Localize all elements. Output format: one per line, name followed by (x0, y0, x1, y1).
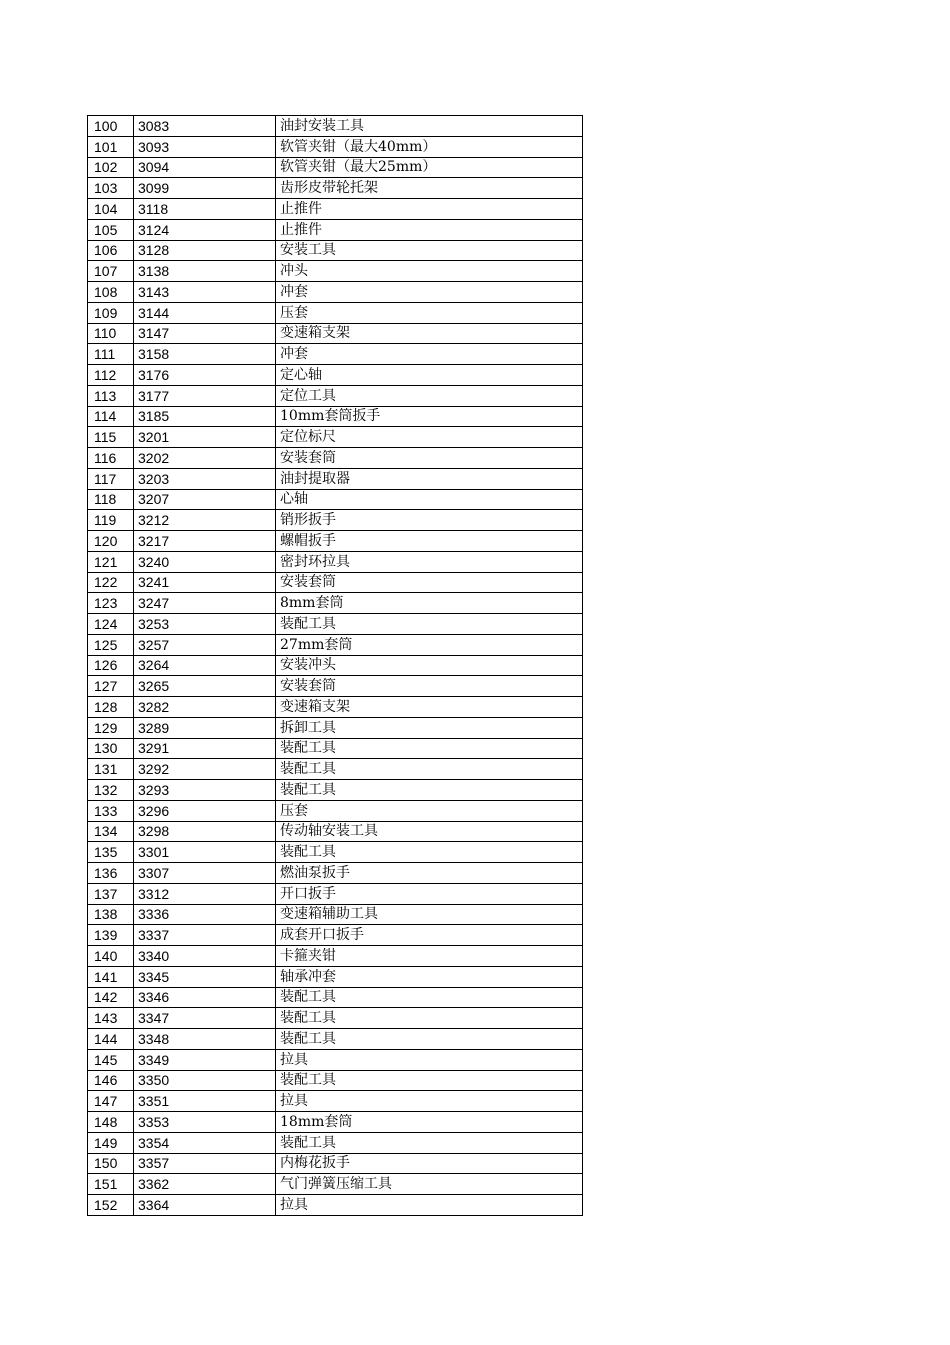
table-row (88, 1070, 583, 1091)
row-index-cell: 103 (88, 178, 134, 199)
tool-name-cell: 冲头 (276, 261, 583, 282)
tool-name-cell: 开口扳手 (276, 883, 583, 904)
table-row (88, 717, 583, 738)
tool-name-cell: 止推件 (276, 219, 583, 240)
tool-list-table (87, 115, 583, 1216)
row-index-cell: 101 (88, 136, 134, 157)
tool-code-cell: 3176 (134, 365, 276, 386)
tool-code-cell: 3292 (134, 759, 276, 780)
row-index-cell: 146 (88, 1070, 134, 1091)
table-row (88, 759, 583, 780)
table-row (88, 261, 583, 282)
row-index-cell: 121 (88, 551, 134, 572)
tool-code-cell: 3253 (134, 614, 276, 635)
tool-name-cell: 装配工具 (276, 738, 583, 759)
table-row (88, 614, 583, 635)
table-row (88, 531, 583, 552)
table-row (88, 427, 583, 448)
tool-name-cell: 软管夹钳（最大25mm） (276, 157, 583, 178)
tool-code-cell: 3247 (134, 593, 276, 614)
table-row (88, 966, 583, 987)
tool-code-cell: 3296 (134, 800, 276, 821)
tool-code-cell: 3346 (134, 987, 276, 1008)
row-index-cell: 144 (88, 1029, 134, 1050)
table-row (88, 572, 583, 593)
table-row (88, 883, 583, 904)
row-index-cell: 102 (88, 157, 134, 178)
tool-code-cell: 3307 (134, 863, 276, 884)
tool-name-cell: 气门弹簧压缩工具 (276, 1174, 583, 1195)
tool-name-cell: 安装冲头 (276, 655, 583, 676)
table-row (88, 468, 583, 489)
tool-code-cell: 3357 (134, 1153, 276, 1174)
table-row (88, 1195, 583, 1216)
tool-name-cell: 燃油泵扳手 (276, 863, 583, 884)
table-row (88, 1132, 583, 1153)
tool-code-cell: 3301 (134, 842, 276, 863)
table-row (88, 323, 583, 344)
tool-name-cell: 冲套 (276, 344, 583, 365)
row-index-cell: 134 (88, 821, 134, 842)
table-row (88, 1174, 583, 1195)
table-row (88, 738, 583, 759)
row-index-cell: 112 (88, 365, 134, 386)
tool-code-cell: 3312 (134, 883, 276, 904)
tool-name-cell: 安装套筒 (276, 572, 583, 593)
table-row (88, 199, 583, 220)
row-index-cell: 124 (88, 614, 134, 635)
tool-code-cell: 3094 (134, 157, 276, 178)
row-index-cell: 108 (88, 282, 134, 303)
row-index-cell: 127 (88, 676, 134, 697)
tool-name-cell: 装配工具 (276, 842, 583, 863)
row-index-cell: 100 (88, 116, 134, 137)
table-row (88, 489, 583, 510)
tool-name-cell: 销形扳手 (276, 510, 583, 531)
tool-name-cell: 27mm套筒 (276, 634, 583, 655)
tool-name-cell: 油封提取器 (276, 468, 583, 489)
table-row (88, 365, 583, 386)
table-row (88, 219, 583, 240)
table-row (88, 821, 583, 842)
table-row (88, 842, 583, 863)
table-row (88, 987, 583, 1008)
tool-name-cell: 齿形皮带轮托架 (276, 178, 583, 199)
tool-code-cell: 3138 (134, 261, 276, 282)
row-index-cell: 151 (88, 1174, 134, 1195)
tool-name-cell: 变速箱支架 (276, 697, 583, 718)
row-index-cell: 133 (88, 800, 134, 821)
row-index-cell: 120 (88, 531, 134, 552)
row-index-cell: 107 (88, 261, 134, 282)
tool-name-cell: 轴承冲套 (276, 966, 583, 987)
table-row (88, 634, 583, 655)
tool-name-cell: 拉具 (276, 1195, 583, 1216)
tool-name-cell: 压套 (276, 302, 583, 323)
table-row (88, 1049, 583, 1070)
tool-name-cell: 心轴 (276, 489, 583, 510)
row-index-cell: 150 (88, 1153, 134, 1174)
row-index-cell: 147 (88, 1091, 134, 1112)
row-index-cell: 136 (88, 863, 134, 884)
tool-code-cell: 3185 (134, 406, 276, 427)
tool-code-cell: 3257 (134, 634, 276, 655)
row-index-cell: 109 (88, 302, 134, 323)
table-row (88, 925, 583, 946)
row-index-cell: 106 (88, 240, 134, 261)
tool-name-cell: 定心轴 (276, 365, 583, 386)
table-body (88, 116, 583, 1216)
tool-name-cell: 装配工具 (276, 614, 583, 635)
tool-name-cell: 密封环拉具 (276, 551, 583, 572)
row-index-cell: 139 (88, 925, 134, 946)
table-row (88, 551, 583, 572)
table-row (88, 448, 583, 469)
table-row (88, 240, 583, 261)
row-index-cell: 140 (88, 946, 134, 967)
row-index-cell: 142 (88, 987, 134, 1008)
tool-code-cell: 3351 (134, 1091, 276, 1112)
tool-code-cell: 3345 (134, 966, 276, 987)
row-index-cell: 123 (88, 593, 134, 614)
tool-name-cell: 安装套筒 (276, 448, 583, 469)
tool-name-cell: 装配工具 (276, 1070, 583, 1091)
tool-code-cell: 3093 (134, 136, 276, 157)
tool-code-cell: 3354 (134, 1132, 276, 1153)
row-index-cell: 116 (88, 448, 134, 469)
table-row (88, 344, 583, 365)
tool-name-cell: 变速箱辅助工具 (276, 904, 583, 925)
tool-code-cell: 3212 (134, 510, 276, 531)
row-index-cell: 125 (88, 634, 134, 655)
tool-name-cell: 成套开口扳手 (276, 925, 583, 946)
tool-name-cell: 装配工具 (276, 1008, 583, 1029)
tool-code-cell: 3207 (134, 489, 276, 510)
tool-name-cell: 传动轴安装工具 (276, 821, 583, 842)
tool-name-cell: 拆卸工具 (276, 717, 583, 738)
tool-code-cell: 3350 (134, 1070, 276, 1091)
table-row (88, 1008, 583, 1029)
tool-name-cell: 冲套 (276, 282, 583, 303)
row-index-cell: 126 (88, 655, 134, 676)
row-index-cell: 137 (88, 883, 134, 904)
tool-name-cell: 装配工具 (276, 987, 583, 1008)
table-row (88, 1029, 583, 1050)
table-row (88, 904, 583, 925)
tool-name-cell: 内梅花扳手 (276, 1153, 583, 1174)
tool-code-cell: 3298 (134, 821, 276, 842)
tool-code-cell: 3099 (134, 178, 276, 199)
tool-name-cell: 8mm套筒 (276, 593, 583, 614)
tool-name-cell: 10mm套筒扳手 (276, 406, 583, 427)
table-row (88, 676, 583, 697)
table-row (88, 863, 583, 884)
row-index-cell: 130 (88, 738, 134, 759)
row-index-cell: 104 (88, 199, 134, 220)
table-row (88, 780, 583, 801)
row-index-cell: 145 (88, 1049, 134, 1070)
tool-code-cell: 3158 (134, 344, 276, 365)
row-index-cell: 105 (88, 219, 134, 240)
tool-code-cell: 3282 (134, 697, 276, 718)
row-index-cell: 143 (88, 1008, 134, 1029)
row-index-cell: 129 (88, 717, 134, 738)
tool-code-cell: 3340 (134, 946, 276, 967)
table-row (88, 510, 583, 531)
table-row (88, 302, 583, 323)
tool-code-cell: 3347 (134, 1008, 276, 1029)
table-row (88, 157, 583, 178)
table-row (88, 282, 583, 303)
table-row (88, 800, 583, 821)
tool-code-cell: 3349 (134, 1049, 276, 1070)
tool-code-cell: 3362 (134, 1174, 276, 1195)
row-index-cell: 135 (88, 842, 134, 863)
tool-name-cell: 定位工具 (276, 385, 583, 406)
tool-name-cell: 螺帽扳手 (276, 531, 583, 552)
tool-code-cell: 3289 (134, 717, 276, 738)
tool-name-cell: 拉具 (276, 1049, 583, 1070)
table-row (88, 385, 583, 406)
tool-code-cell: 3143 (134, 282, 276, 303)
row-index-cell: 149 (88, 1132, 134, 1153)
tool-code-cell: 3293 (134, 780, 276, 801)
row-index-cell: 148 (88, 1112, 134, 1133)
tool-code-cell: 3264 (134, 655, 276, 676)
row-index-cell: 119 (88, 510, 134, 531)
tool-code-cell: 3241 (134, 572, 276, 593)
tool-name-cell: 装配工具 (276, 780, 583, 801)
tool-name-cell: 压套 (276, 800, 583, 821)
tool-name-cell: 18mm套筒 (276, 1112, 583, 1133)
tool-code-cell: 3201 (134, 427, 276, 448)
tool-code-cell: 3083 (134, 116, 276, 137)
tool-code-cell: 3240 (134, 551, 276, 572)
table-row (88, 136, 583, 157)
tool-code-cell: 3203 (134, 468, 276, 489)
row-index-cell: 122 (88, 572, 134, 593)
tool-name-cell: 油封安装工具 (276, 116, 583, 137)
tool-code-cell: 3128 (134, 240, 276, 261)
tool-code-cell: 3217 (134, 531, 276, 552)
row-index-cell: 114 (88, 406, 134, 427)
row-index-cell: 111 (88, 344, 134, 365)
tool-name-cell: 软管夹钳（最大40mm） (276, 136, 583, 157)
tool-code-cell: 3291 (134, 738, 276, 759)
tool-code-cell: 3147 (134, 323, 276, 344)
tool-code-cell: 3348 (134, 1029, 276, 1050)
table-row (88, 1153, 583, 1174)
tool-name-cell: 装配工具 (276, 759, 583, 780)
table-row (88, 406, 583, 427)
tool-code-cell: 3265 (134, 676, 276, 697)
row-index-cell: 132 (88, 780, 134, 801)
row-index-cell: 113 (88, 385, 134, 406)
row-index-cell: 131 (88, 759, 134, 780)
tool-name-cell: 卡箍夹钳 (276, 946, 583, 967)
table-row (88, 1112, 583, 1133)
row-index-cell: 115 (88, 427, 134, 448)
row-index-cell: 152 (88, 1195, 134, 1216)
row-index-cell: 138 (88, 904, 134, 925)
table-row (88, 593, 583, 614)
tool-name-cell: 安装套筒 (276, 676, 583, 697)
tool-code-cell: 3124 (134, 219, 276, 240)
tool-code-cell: 3144 (134, 302, 276, 323)
tool-code-cell: 3177 (134, 385, 276, 406)
tool-name-cell: 装配工具 (276, 1132, 583, 1153)
table-row (88, 655, 583, 676)
tool-name-cell: 定位标尺 (276, 427, 583, 448)
tool-code-cell: 3202 (134, 448, 276, 469)
tool-name-cell: 变速箱支架 (276, 323, 583, 344)
row-index-cell: 128 (88, 697, 134, 718)
tool-name-cell: 安装工具 (276, 240, 583, 261)
tool-code-cell: 3353 (134, 1112, 276, 1133)
tool-code-cell: 3118 (134, 199, 276, 220)
row-index-cell: 118 (88, 489, 134, 510)
table-row (88, 697, 583, 718)
table-row (88, 116, 583, 137)
table-row (88, 178, 583, 199)
row-index-cell: 117 (88, 468, 134, 489)
tool-code-cell: 3364 (134, 1195, 276, 1216)
tool-name-cell: 拉具 (276, 1091, 583, 1112)
tool-code-cell: 3336 (134, 904, 276, 925)
table-row (88, 1091, 583, 1112)
tool-name-cell: 装配工具 (276, 1029, 583, 1050)
table-row (88, 946, 583, 967)
row-index-cell: 110 (88, 323, 134, 344)
row-index-cell: 141 (88, 966, 134, 987)
tool-code-cell: 3337 (134, 925, 276, 946)
tool-name-cell: 止推件 (276, 199, 583, 220)
